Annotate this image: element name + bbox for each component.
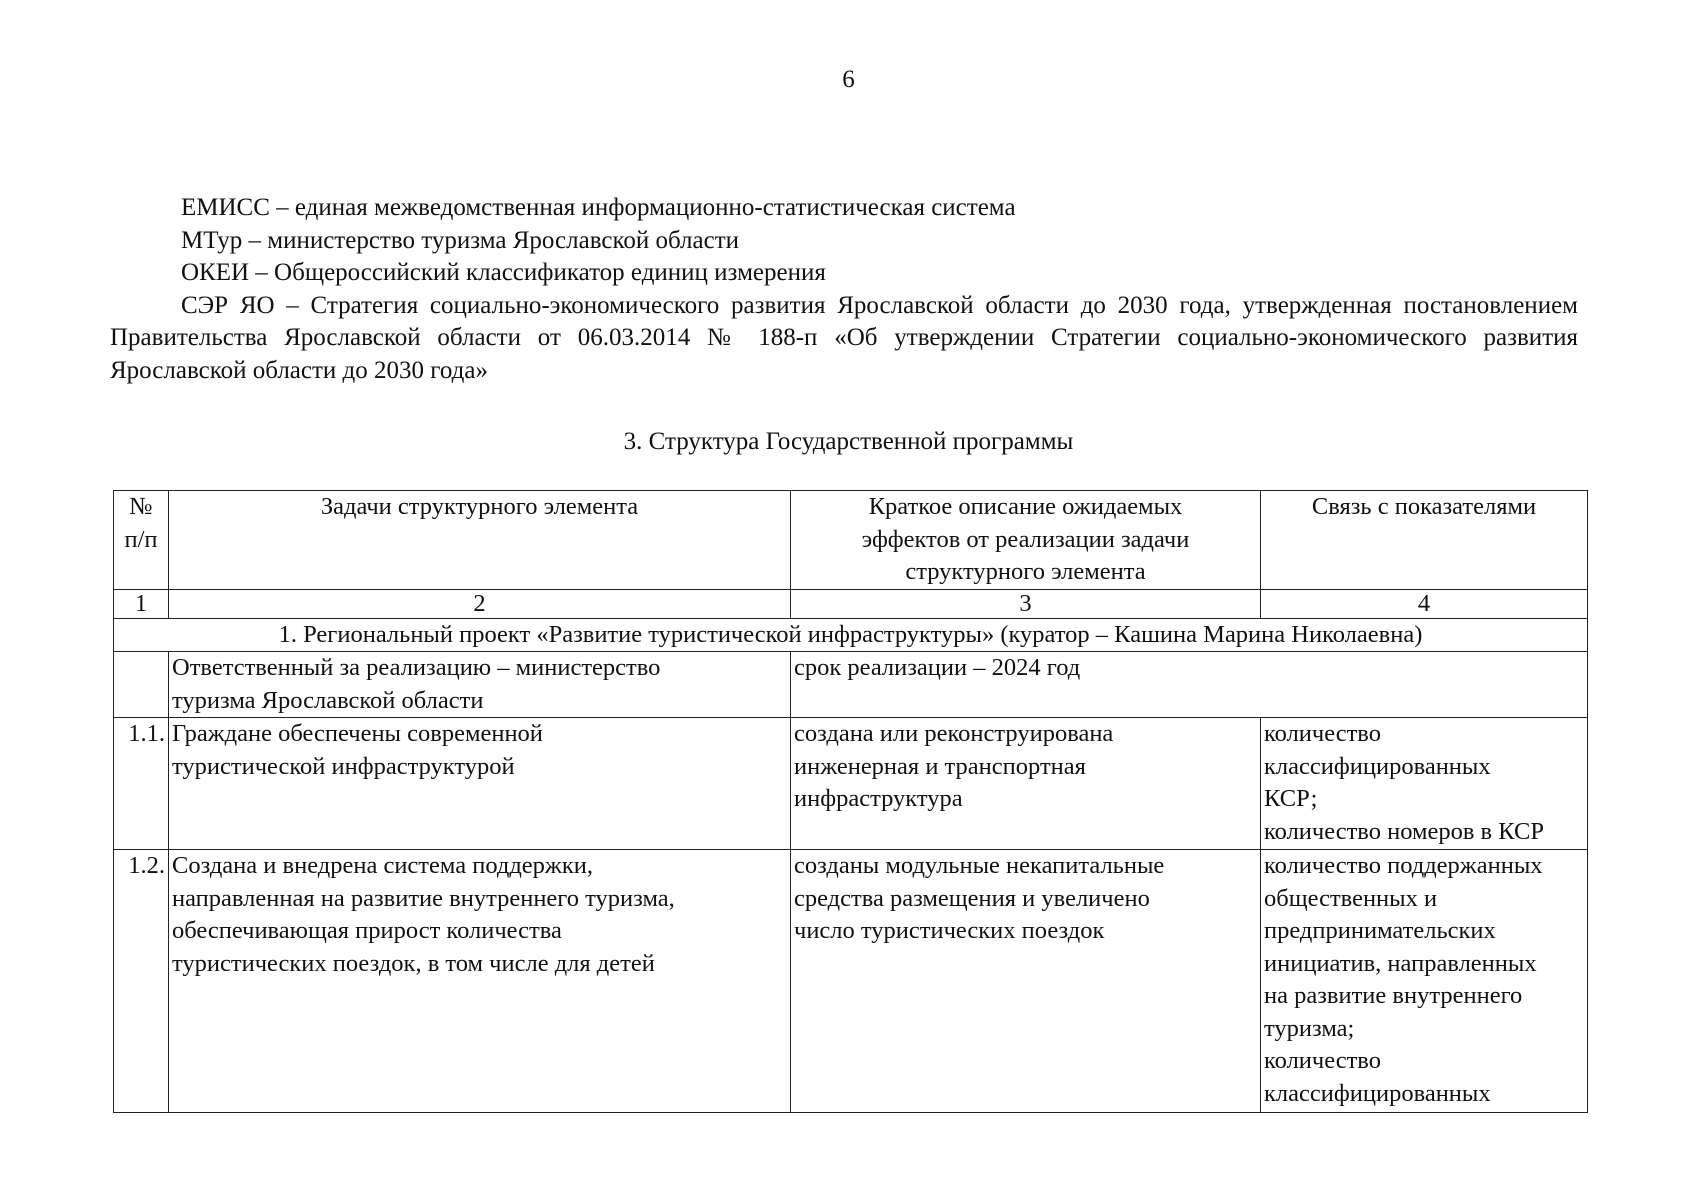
row-effect: созданы модульные некапитальные средства размещения и увеличено число туристических поездок bbox=[791, 850, 1261, 1113]
section-title: 3. Структура Государственной программы bbox=[623, 428, 1074, 455]
row-task: Граждане обеспечены современной туристической инфраструктурой bbox=[169, 718, 791, 850]
responsible-empty-cell bbox=[114, 652, 169, 718]
page-number: 6 bbox=[842, 66, 855, 93]
row-number: 1.2. bbox=[114, 850, 169, 1113]
responsible-row bbox=[114, 652, 1588, 718]
table-row bbox=[114, 850, 1588, 1113]
responsible-label: Ответственный за реализацию – министерство туризма Ярославской области bbox=[169, 652, 791, 718]
term-label: срок реализации – 2024 год bbox=[791, 652, 1588, 718]
row-effect: создана или реконструирована инженерная и транспортная инфраструктура bbox=[791, 718, 1261, 850]
row-task: Создана и внедрена система поддержки, направленная на развитие внутреннего туризма, обеспечивающая прирост количества туристических поездок, в том числе для детей bbox=[169, 850, 791, 1113]
project-row bbox=[114, 619, 1588, 652]
program-structure-table bbox=[113, 490, 1588, 1113]
abbreviations-list bbox=[110, 192, 1578, 387]
table-header-row bbox=[114, 491, 1588, 590]
row-indicators: количество классифицированных КСР; количество номеров в КСР bbox=[1261, 718, 1588, 850]
abbreviation-okei: ОКЕИ – Общероссийский классификатор единиц измерения bbox=[181, 259, 826, 286]
header-effects: Краткое описание ожидаемых эффектов от реализации задачи структурного элемента bbox=[791, 491, 1261, 590]
column-number-4: 4 bbox=[1261, 590, 1588, 619]
header-tasks: Задачи структурного элемента bbox=[169, 491, 791, 590]
row-number: 1.1. bbox=[114, 718, 169, 850]
table-row bbox=[114, 718, 1588, 850]
header-indicators: Связь с показателями bbox=[1261, 491, 1588, 590]
abbreviation-emiss: ЕМИСС – единая межведомственная информационно-статистическая система bbox=[181, 194, 1016, 221]
abbreviation-ser-yao: СЭР ЯО – Стратегия социально-экономического развития Ярославской области до 2030 года, утвержденная постановлением Правительства Ярославской области от 06.03.2014 № 188-п «Об утверждении Стратегии социально-экономического развития Ярославской области до 2030 года» bbox=[110, 291, 1578, 384]
project-title: 1. Региональный проект «Развитие туристической инфраструктуры» (куратор – Кашина Марина Николаевна) bbox=[114, 619, 1588, 652]
row-indicators: количество поддержанных общественных и предпринимательских инициатив, направленных на развитие внутреннего туризма; количество классифицированных bbox=[1261, 850, 1588, 1113]
header-number: № п/п bbox=[114, 491, 169, 590]
column-number-2: 2 bbox=[169, 590, 791, 619]
column-number-1: 1 bbox=[114, 590, 169, 619]
column-number-3: 3 bbox=[791, 590, 1261, 619]
column-number-row bbox=[114, 590, 1588, 619]
abbreviation-mtur: МТур – министерство туризма Ярославской области bbox=[181, 226, 740, 254]
